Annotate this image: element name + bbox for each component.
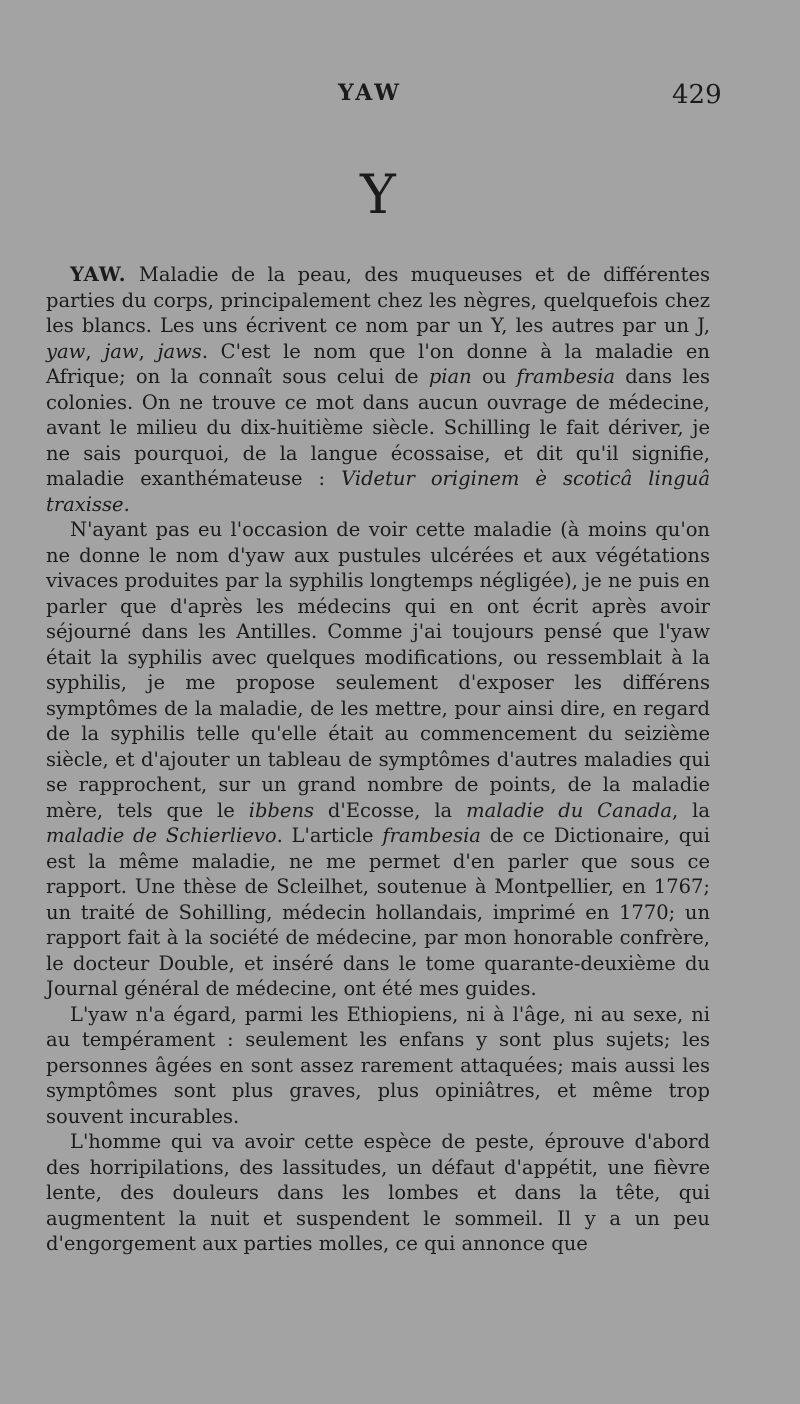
paragraph-3	[46, 1002, 710, 1130]
text-run: ou	[471, 365, 517, 388]
text-run: ,	[138, 339, 158, 363]
italic-term: jaws	[157, 339, 202, 363]
italic-term: pian	[428, 365, 472, 388]
text-run: , la	[672, 798, 710, 822]
paragraph-1	[46, 262, 710, 517]
italic-term: ibbens	[248, 798, 315, 822]
page-number: 429	[672, 80, 722, 110]
paragraph-4	[46, 1129, 710, 1257]
paragraph-2	[46, 517, 710, 1002]
text-run: N'ayant pas eu l'occasion de voir cette maladie (à moins qu'on ne donne le nom d'yaw aux pustules ulcérées et aux végétations vivaces produites par la syphilis longtemps négligée), je ne puis en parler que d'après les médecins qui en ont écrit après avoir séjourné dans les Antilles. Comme j'ai toujours pensé que l'yaw était la syphilis avec quelques modifications, ou ressemblait à la syphilis, je me propose seulement d'exposer les différens symptômes de la maladie, de les mettre, pour ainsi dire, en regard de la syphilis telle qu'elle était au commencement du seizième siècle, et d'ajouter un tableau de symptômes d'autres maladies qui se rapprochent, sur un grand nombre de points, de la maladie mère, tels que le	[46, 518, 710, 822]
article-body	[46, 262, 710, 1257]
italic-term: frambesia	[382, 824, 481, 847]
text-run: Maladie de la peau, des muqueuses et de différentes parties du corps, principalement chez les nègres, quelquefois chez les blancs. Les uns écrivent ce nom par un Y, les autres par un J,	[46, 263, 710, 337]
text-run: ,	[85, 339, 105, 363]
text-run: . C'est le nom que l'on donne à la maladie en Afrique; on la connaît sous celui de	[46, 339, 710, 388]
running-head	[0, 80, 800, 110]
italic-term: maladie du Canada	[466, 798, 673, 822]
text-run: L'yaw n'a égard, parmi les Ethiopiens, ni à l'âge, ni au sexe, ni au tempérament : seulement les enfans y sont plus sujets; les personnes âgées en sont assez rarement attaquées; mais aussi les symptômes sont plus graves, plus opiniâtres, et même trop souvent incurables.	[46, 1002, 710, 1128]
text-run: dans les colonies. On ne trouve ce mot dans aucun ouvrage de médecine, avant le milieu du dix-huitième siècle. Schilling le fait dériver, je ne sais pourquoi, de la langue écossaise, et dit qu'il signifie, maladie exanthémateuse :	[46, 365, 710, 490]
entry-headword: YAW.	[70, 263, 127, 286]
running-title: YAW	[338, 80, 402, 106]
italic-term: yaw	[46, 339, 86, 363]
text-run: L'homme qui va avoir cette espèce de peste, éprouve d'abord des horripilations, des lassitudes, un défaut d'appétit, une fièvre lente, des douleurs dans les lombes et dans la tête, qui augmentent la nuit et suspendent le sommeil. Il y a un peu d'engorgement aux parties molles, ce qui annonce que	[46, 1130, 710, 1255]
section-letter: Y	[360, 163, 396, 226]
text-run: de ce Dictionaire, qui est la même maladie, ne me permet d'en parler que sous ce rapport. Une thèse de Scleilhet, soutenue à Montpellier, en 1767; un traité de Sohilling, médecin hollandais, imprimé en 1770; un rapport fait à la société de médecine, par mon honorable confrère, le docteur Double, et inséré dans le tome quarante-deuxième du Journal général de médecine, ont été mes guides.	[46, 824, 710, 1000]
italic-term: maladie de Schierlievo	[46, 824, 277, 847]
text-run: d'Ecosse, la	[314, 798, 467, 822]
italic-term: frambesia	[516, 365, 616, 388]
italic-term: Videtur originem è scoticâ linguâ traxisse.	[46, 467, 710, 516]
italic-term: jaw	[104, 339, 139, 363]
text-run: . L'article	[276, 824, 383, 847]
